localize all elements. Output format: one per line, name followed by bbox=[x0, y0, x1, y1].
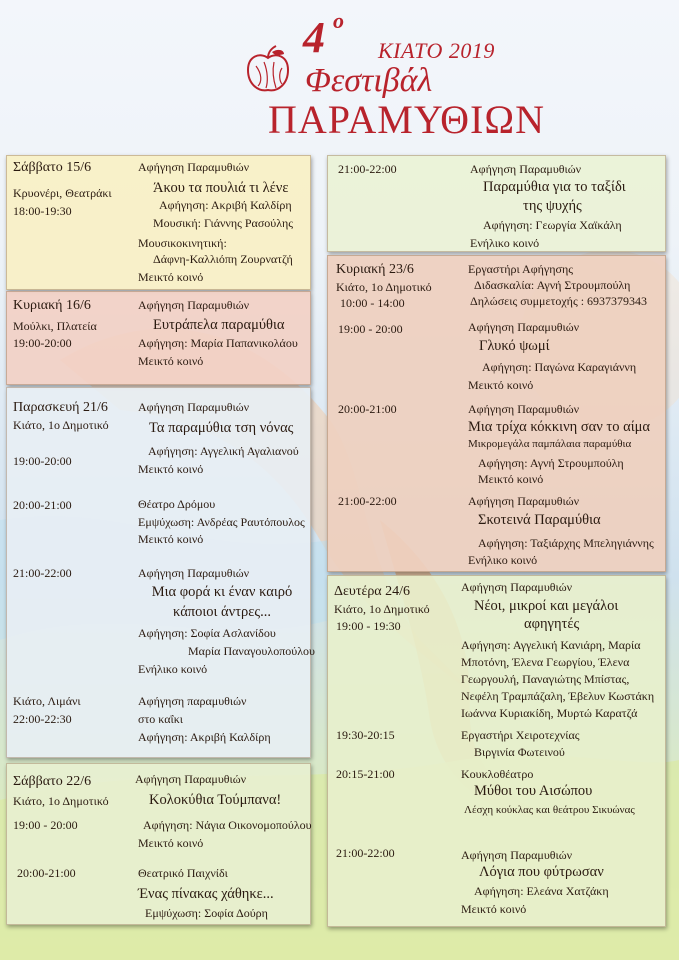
event-title-cont: κάποιοι άντρες... bbox=[173, 604, 271, 620]
time-label: 19:00 - 20:00 bbox=[338, 322, 403, 336]
registration-line: Δηλώσεις συμμετοχής : 6937379343 bbox=[470, 294, 648, 308]
event-subtitle: Μικρομεγάλα παμπάλαια παραμύθια bbox=[468, 438, 632, 450]
event-title-cont: αφηγητές bbox=[524, 616, 580, 632]
narrator-line: Αφήγηση: Ελεάνα Χατζάκη bbox=[474, 884, 609, 898]
time-label: 20:00-21:00 bbox=[17, 866, 76, 880]
event-type: Αφήγηση Παραμυθιών bbox=[138, 400, 250, 414]
audience-label: Ενήλικο κοινό bbox=[138, 662, 208, 676]
narrator-line: Αφήγηση: Παγώνα Καραγιάννη bbox=[482, 360, 637, 374]
event-type: Θέατρο Δρόμου bbox=[138, 497, 216, 511]
venue-label: Κιάτο, 1ο Δημοτικό bbox=[334, 602, 430, 616]
time-label: 20:15-21:00 bbox=[336, 767, 395, 781]
event-type: Εργαστήρι Αφήγησης bbox=[468, 262, 573, 276]
time-label: 10:00 - 14:00 bbox=[340, 296, 405, 310]
festival-number: 4 bbox=[303, 13, 325, 62]
day-label: Κυριακή 23/6 bbox=[336, 262, 414, 277]
narrator-line: Αφήγηση: Ταξιάρχης Μπεληγιάννης bbox=[478, 536, 654, 550]
schedule-box-sat-15 bbox=[6, 155, 311, 290]
event-type: Αφήγηση Παραμυθιών bbox=[138, 160, 250, 174]
audience-label: Μεικτό κοινό bbox=[138, 462, 204, 476]
narrator-line: Αφήγηση: Σοφία Ασλανίδου bbox=[138, 626, 276, 640]
event-title: Μια φορά κι έναν καιρό bbox=[151, 584, 293, 600]
event-type: Αφήγηση Παραμυθιών bbox=[461, 580, 573, 594]
time-label: 21:00-22:00 bbox=[336, 846, 395, 860]
day-label: Παρασκευή 21/6 bbox=[13, 400, 108, 415]
day-label: Σάββατο 15/6 bbox=[13, 160, 92, 175]
event-type: Αφήγηση παραμυθιών bbox=[138, 694, 247, 708]
event-title: Νέοι, μικροί και μεγάλοι bbox=[474, 598, 619, 614]
audience-label: Μεικτό κοινό bbox=[138, 532, 204, 546]
festival-number-suffix: ο bbox=[333, 8, 344, 33]
time-label: 21:00-22:00 bbox=[338, 162, 397, 176]
narrator-line: Αφήγηση: Ακριβή Καλδίρη bbox=[138, 730, 271, 744]
event-type: Αφήγηση Παραμυθιών bbox=[138, 298, 250, 312]
music-line: Μουσική: Γιάννης Ρασούλης bbox=[153, 216, 293, 230]
time-label: 19:00-20:00 bbox=[13, 454, 72, 468]
event-title: Ευτράπελα παραμύθια bbox=[153, 317, 285, 333]
event-type: Αφήγηση Παραμυθιών bbox=[470, 162, 582, 176]
audience-label: Μεικτό κοινό bbox=[138, 354, 204, 368]
event-type: Αφήγηση Παραμυθιών bbox=[468, 320, 580, 334]
narrator-line-2: Μαρία Παναγουλοπούλου bbox=[188, 644, 315, 658]
narrator-line-5: Ιωάννα Κυριακίδη, Μυρτώ Καρατζά bbox=[461, 706, 638, 720]
event-title: Παραμύθια για το ταξίδι bbox=[483, 179, 626, 195]
audience-label: Μεικτό κοινό bbox=[468, 378, 534, 392]
venue-label: Κιάτο, 1ο Δημοτικό bbox=[336, 280, 432, 294]
audience-label: Ενήλικο κοινό bbox=[470, 236, 540, 250]
festival-header bbox=[0, 0, 679, 150]
schedule-box-fri-21 bbox=[6, 387, 315, 758]
narrator-line: Αφήγηση: Ακριβή Καλδίρη bbox=[159, 198, 292, 212]
event-title: Μια τρίχα κόκκινη σαν το αίμα bbox=[468, 419, 651, 435]
schedule-box-sun-16 bbox=[6, 291, 311, 385]
audience-label: Μεικτό κοινό bbox=[138, 836, 204, 850]
audience-label: Μεικτό κοινό bbox=[478, 472, 544, 486]
venue-label: Κιάτο, Λιμάνι bbox=[13, 694, 81, 708]
event-title-cont: της ψυχής bbox=[523, 198, 582, 214]
apple-logo-icon bbox=[242, 44, 294, 96]
audience-label: Ενήλικο κοινό bbox=[468, 553, 538, 567]
time-label: 19:30-20:15 bbox=[336, 728, 395, 742]
time-label: 21:00-22:00 bbox=[338, 494, 397, 508]
narrator-line: Αφήγηση: Μαρία Παπανικολάου bbox=[138, 336, 298, 350]
movement-name: Δάφνη-Καλλιόπη Ζουρνατζή bbox=[153, 252, 293, 266]
animator-line: Εμψύχωση: Ανδρέας Ραυτόπουλος bbox=[138, 515, 305, 529]
time-label: 22:00-22:30 bbox=[13, 712, 72, 726]
event-type: Αφήγηση Παραμυθιών bbox=[468, 402, 580, 416]
narrator-line: Αφήγηση: Αγγελική Αγαλιανού bbox=[148, 444, 299, 458]
festival-title-line1: Φεστιβάλ bbox=[305, 62, 433, 99]
teacher-line: Διδασκαλία: Αγνή Στρουμπούλη bbox=[474, 278, 631, 292]
event-title: Κολοκύθια Τούμπανα! bbox=[149, 792, 282, 808]
time-label: 18:00-19:30 bbox=[13, 204, 72, 218]
venue-label: Κιάτο, 1ο Δημοτικό bbox=[13, 794, 109, 808]
narrator-line-3: Γεωργουλή, Παναγιώτης Μπίστας, bbox=[461, 672, 630, 686]
event-title: Ένας πίνακας χάθηκε... bbox=[138, 886, 274, 902]
narrator-line-4: Νεφέλη Τραμπάζαλη, Έβελυν Κωστάκη bbox=[461, 689, 655, 703]
event-type: Αφήγηση Παραμυθιών bbox=[461, 848, 573, 862]
venue-label: Κρυονέρι, Θεατράκι bbox=[13, 186, 112, 200]
time-label: 20:00-21:00 bbox=[338, 402, 397, 416]
time-label: 20:00-21:00 bbox=[13, 498, 72, 512]
narrator-line: Αφήγηση: Αγγελική Κανιάρη, Μαρία bbox=[461, 638, 641, 652]
event-title: Τα παραμύθια τση νόνας bbox=[149, 420, 294, 436]
schedule-box-sat-22 bbox=[6, 763, 311, 925]
event-title: Μύθοι του Αισώπου bbox=[474, 783, 593, 799]
audience-label: Μεικτό κοινό bbox=[138, 270, 204, 284]
narrator-line: Αφήγηση: Γεωργία Χαϊκάλη bbox=[483, 218, 622, 232]
event-type: Κουκλοθέατρο bbox=[461, 767, 534, 781]
event-type: Εργαστήρι Χειροτεχνίας bbox=[461, 728, 580, 742]
venue-label: Κιάτο, 1ο Δημοτικό bbox=[13, 418, 109, 432]
event-title: Λόγια που φύτρωσαν bbox=[479, 864, 604, 880]
teacher-line: Βιργινία Φωτεινού bbox=[474, 745, 565, 759]
movement-label: Μουσικοκινητική: bbox=[138, 236, 227, 250]
event-title: Σκοτεινά Παραμύθια bbox=[478, 512, 601, 528]
event-type: Αφήγηση Παραμυθιών bbox=[135, 772, 247, 786]
venue-label: Μούλκι, Πλατεία bbox=[13, 319, 97, 333]
time-label: 19:00-20:00 bbox=[13, 336, 72, 350]
event-type: Αφήγηση Παραμυθιών bbox=[468, 494, 580, 508]
time-label: 19:00 - 20:00 bbox=[13, 818, 78, 832]
narrator-line: Αφήγηση: Νάγια Οικονομοπούλου bbox=[143, 818, 312, 832]
day-label: Σάββατο 22/6 bbox=[13, 774, 92, 789]
time-label: 21:00-22:00 bbox=[13, 566, 72, 580]
event-title: στο καΐκι bbox=[138, 712, 184, 726]
schedule-box-sun-23 bbox=[327, 255, 666, 572]
event-type: Αφήγηση Παραμυθιών bbox=[138, 566, 250, 580]
event-title: Άκου τα πουλιά τι λένε bbox=[153, 180, 289, 196]
day-label: Κυριακή 16/6 bbox=[13, 298, 91, 313]
festival-title-line2: ΠΑΡΑΜΥΘΙΩΝ bbox=[268, 97, 545, 142]
schedule-box-mon-24 bbox=[327, 575, 666, 927]
narrator-line: Αφήγηση: Αγνή Στρουμπούλη bbox=[478, 456, 624, 470]
day-label: Δευτέρα 24/6 bbox=[334, 584, 411, 599]
event-type: Θεατρικό Παιχνίδι bbox=[138, 866, 228, 880]
animator-line: Εμψύχωση: Σοφία Δούρη bbox=[145, 906, 268, 920]
festival-place-year: ΚΙΑΤΟ 2019 bbox=[378, 38, 495, 63]
narrator-line-2: Μποτόνη, Έλενα Γεωργίου, Έλενα bbox=[461, 655, 630, 669]
event-title: Γλυκό ψωμί bbox=[479, 338, 550, 354]
group-line: Λέσχη κούκλας και θεάτρου Σικυώνας bbox=[464, 804, 635, 816]
time-label: 19:00 - 19:30 bbox=[336, 619, 401, 633]
audience-label: Μεικτό κοινό bbox=[461, 902, 527, 916]
schedule-box-sat-22-evening bbox=[327, 155, 666, 252]
